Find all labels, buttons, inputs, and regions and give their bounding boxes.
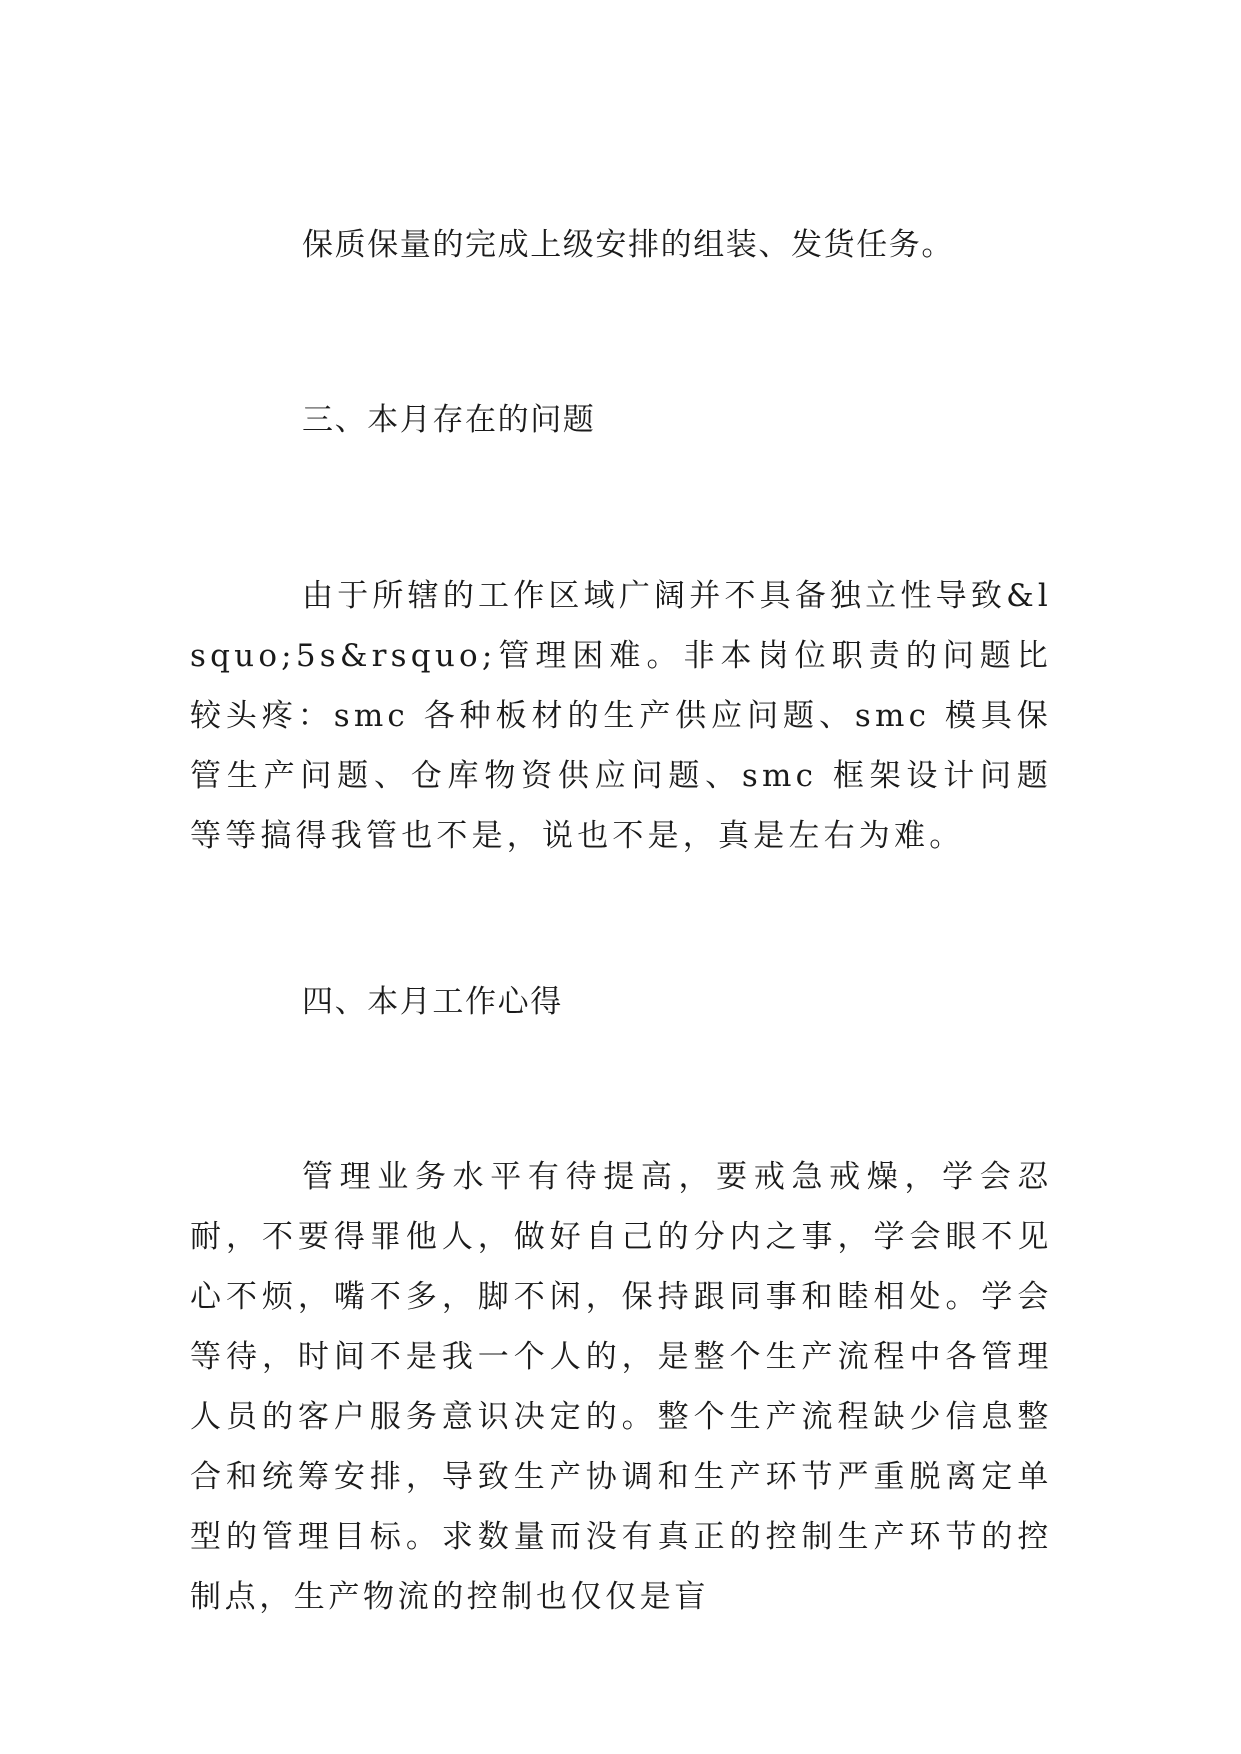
paragraph-problems: 由于所辖的工作区域广阔并不具备独立性导致&lsquo;5s&rsquo;管理困难。非本岗位职责的问题比较头疼：smc 各种板材的生产供应问题、smc 模具保管生产问题、仓库物资供应问题、smc 框架设计问题等等搞得我管也不是，说也不是，真是左右为难。 [190,578,1052,854]
section-heading-problems: 三、本月存在的问题 [302,402,596,438]
paragraph-continuation: 保质保量的完成上级安排的组装、发货任务。 [302,227,954,263]
section-heading-insights: 四、本月工作心得 [302,984,563,1020]
paragraph-insights: 管理业务水平有待提高，要戒急戒燥，学会忍耐，不要得罪他人，做好自己的分内之事，学会眼不见心不烦，嘴不多，脚不闲，保持跟同事和睦相处。学会等待，时间不是我一个人的，是整个生产流程中各管理人员的客户服务意识决定的。整个生产流程缺少信息整合和统筹安排，导致生产协调和生产环节严重脱离定单型的管理目标。求数量而没有真正的控制生产环节的控制点，生产物流的控制也仅仅是盲 [190,1159,1052,1615]
